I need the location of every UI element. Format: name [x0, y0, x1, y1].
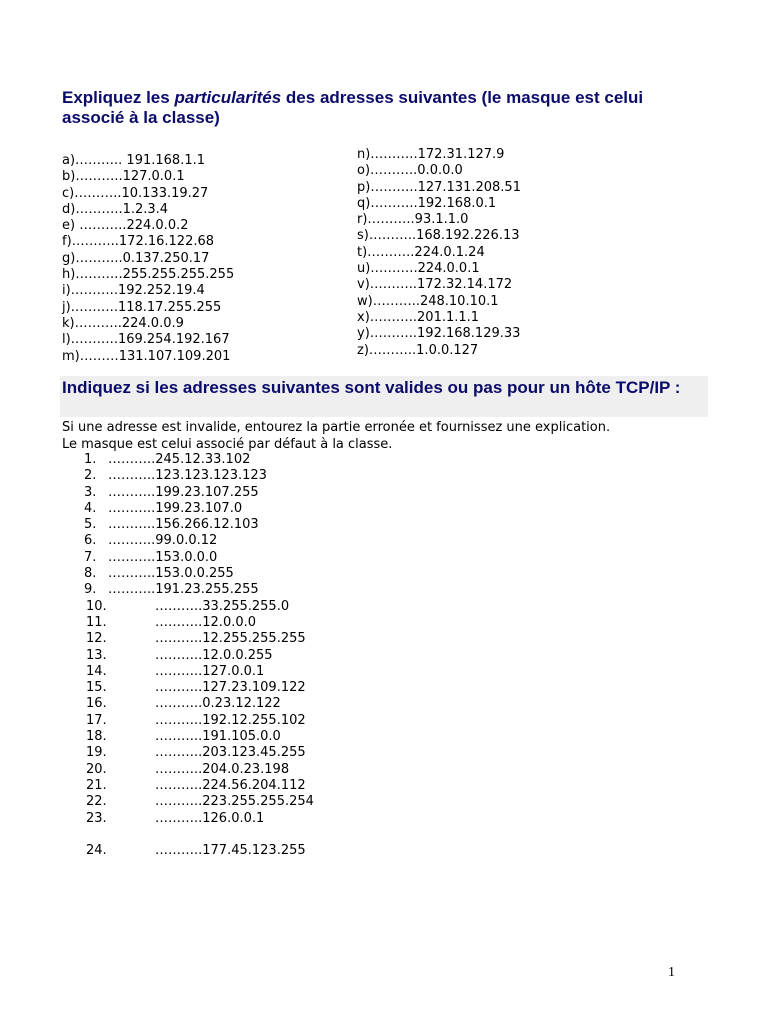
item-number: 8. [84, 566, 97, 582]
item-number: 2. [84, 468, 97, 484]
item-address: ………..191.105.0.0 [155, 729, 281, 745]
address-item: j)………..118.17.255.255 [62, 299, 222, 315]
address-item: p)………..127.131.208.51 [357, 179, 521, 195]
address-list-right [357, 147, 521, 359]
item-number: 15. [86, 680, 107, 696]
item-number: 3. [84, 484, 97, 500]
address-item: c)………..10.133.19.27 [62, 185, 209, 201]
item-number: 13. [86, 647, 107, 663]
address-item: m)………131.107.109.201 [62, 348, 231, 364]
item-address: ………..199.23.107.255 [108, 484, 259, 500]
item-number: 21. [86, 777, 107, 793]
address-item: k)………..224.0.0.9 [62, 315, 184, 331]
address-item: d)………..1.2.3.4 [62, 201, 169, 217]
instruction-line: Si une adresse est invalide, entourez la partie erronée et fournissez une explication. [62, 420, 611, 435]
item-address: ………..12.0.0.255 [155, 647, 273, 663]
item-address: ………..203.123.45.255 [155, 745, 306, 761]
address-item: v)………..172.32.14.172 [357, 277, 513, 293]
item-address: ………..123.123.123.123 [108, 468, 267, 484]
heading1-text-end: des adresses suivantes (le masque est celui associé à la classe) [62, 88, 644, 127]
item-address: ………..199.23.107.0 [108, 500, 243, 516]
item-number: 1. [84, 452, 97, 467]
item-number: 14. [86, 663, 107, 679]
item-address: ………..191.23.255.255 [108, 582, 259, 598]
address-item: x)………..201.1.1.1 [357, 309, 480, 325]
item-address: ………..99.0.0.12 [108, 533, 218, 549]
section-heading-validite: Indiquez si les adresses suivantes sont valides ou pas pour un hôte TCP/IP : [62, 378, 681, 397]
item-address: ………..224.56.204.112 [155, 777, 306, 793]
item-number: 9. [84, 582, 97, 598]
item-number: 19. [86, 745, 107, 761]
section-heading-particularites [62, 88, 702, 128]
address-item: w)………..248.10.10.1 [357, 293, 499, 309]
item-number: 6. [84, 533, 97, 549]
item-address: ………..156.266.12.103 [108, 517, 259, 533]
item-number: 4. [84, 500, 97, 516]
address-item: a)……….. 191.168.1.1 [62, 153, 205, 168]
item-number: 17. [86, 712, 107, 728]
item-address: ………..192.12.255.102 [155, 712, 306, 728]
address-item: b)………..127.0.0.1 [62, 169, 185, 185]
item-address: ………..33.255.255.0 [155, 598, 290, 614]
page-number: 1 [668, 965, 675, 980]
item-number: 24. [86, 842, 107, 858]
item-address: ………..177.45.123.255 [155, 842, 306, 858]
heading1-italic-word: particularités [174, 88, 282, 107]
address-item: z)………..1.0.0.127 [357, 342, 479, 358]
address-item: y)………..192.168.129.33 [357, 326, 521, 342]
address-item: h)………..255.255.255.255 [62, 267, 235, 283]
item-number: 23. [86, 810, 107, 826]
item-address: ………..12.255.255.255 [155, 631, 306, 647]
item-number: 10. [86, 598, 107, 614]
item-address: ………..153.0.0.255 [108, 566, 234, 582]
item-number: 5. [84, 517, 97, 533]
address-item: u)………..224.0.0.1 [357, 261, 480, 277]
address-item: t)………..224.0.1.24 [357, 244, 485, 260]
item-number: 16. [86, 696, 107, 712]
item-address: ………..12.0.0.0 [155, 614, 257, 630]
item-number: 22. [86, 794, 107, 810]
item-number: 18. [86, 729, 107, 745]
item-number: 11. [86, 614, 107, 630]
item-address: ………..0.23.12.122 [155, 696, 281, 712]
item-address: ………..127.0.0.1 [155, 663, 265, 679]
heading1-text-start: Expliquez les [62, 88, 175, 107]
item-address: ………..204.0.23.198 [155, 761, 290, 777]
address-item: f)………..172.16.122.68 [62, 234, 215, 250]
address-item: o)………..0.0.0.0 [357, 163, 463, 179]
address-item: r)………..93.1.1.0 [357, 212, 469, 228]
instruction-line: Le masque est celui associé par défaut à la classe. [62, 436, 393, 452]
item-number: 12. [86, 631, 107, 647]
item-address: ………..153.0.0.0 [108, 549, 218, 565]
item-number: 20. [86, 761, 107, 777]
address-item: e) ………..224.0.0.2 [62, 218, 189, 234]
item-address: ………..127.23.109.122 [155, 680, 306, 696]
item-address: ………..245.12.33.102 [108, 452, 251, 467]
item-number: 7. [84, 549, 97, 565]
item-address: ………..126.0.0.1 [155, 810, 265, 826]
item-address: ………..223.255.255.254 [155, 794, 314, 810]
address-list-left [62, 153, 234, 365]
address-item: i)………..192.252.19.4 [62, 283, 205, 299]
address-item: s)………..168.192.226.13 [357, 228, 520, 244]
address-item: g)………..0.137.250.17 [62, 250, 210, 266]
instructions [62, 420, 610, 453]
address-item: l)………..169.254.192.167 [62, 332, 230, 348]
address-item: n)………..172.31.127.9 [357, 147, 505, 162]
address-item: q)………..192.168.0.1 [357, 195, 497, 211]
